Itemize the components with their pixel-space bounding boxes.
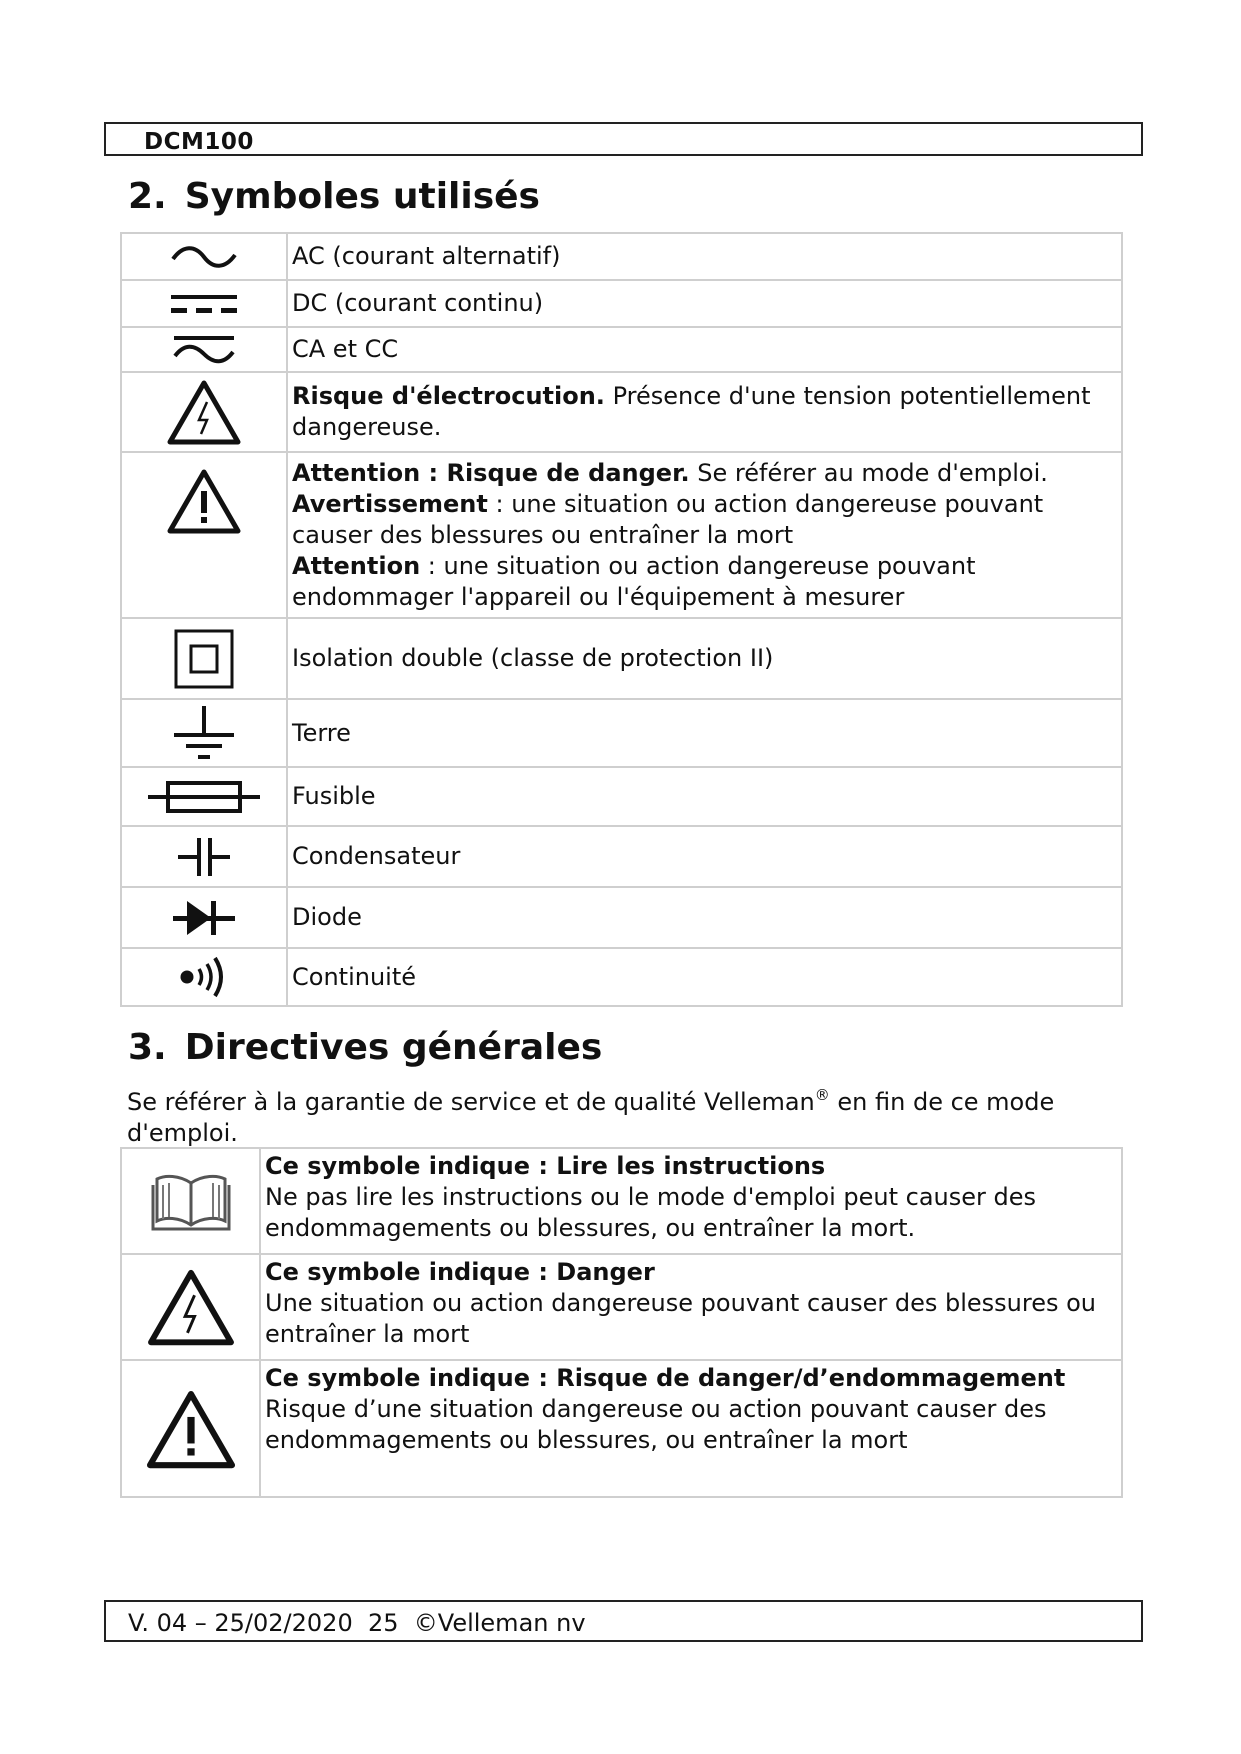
warning-line-1: [292, 458, 1115, 489]
section-3-heading: Directives générales: [184, 1027, 603, 1068]
description-cell: [287, 372, 1122, 452]
table-row: [121, 372, 1122, 452]
row-title: Ce symbole indique : Risque de danger/d’endommagement: [265, 1364, 1066, 1392]
table-row: [121, 280, 1122, 327]
row-title: Ce symbole indique : Lire les instructions: [265, 1152, 826, 1180]
ac-dc-icon: [171, 334, 237, 366]
bold-label: Avertissement: [292, 489, 488, 518]
section-2-heading: Symboles utilisés: [184, 176, 540, 217]
description-text: Se référer au mode d'emploi.: [689, 458, 1048, 487]
description-cell: Terre: [287, 699, 1122, 767]
section-3-title: [128, 1027, 602, 1068]
table-row: [121, 1360, 1122, 1497]
section-3-number: 3.: [128, 1027, 167, 1068]
table-row: [121, 826, 1122, 887]
description-cell: [260, 1360, 1122, 1497]
description-cell: AC (courant alternatif): [287, 233, 1122, 280]
footer-text: V. 04 – 25/02/2020 25 ©Velleman nv: [128, 1609, 586, 1637]
description-text: : une situation ou action dangereuse pouvant causer des blessures ou entraîner la mort: [292, 489, 1044, 549]
description-cell: Condensateur: [287, 826, 1122, 887]
double-insulation-icon: [173, 628, 235, 690]
table-row: [121, 767, 1122, 826]
description-cell: [260, 1148, 1122, 1254]
table-row: [121, 233, 1122, 280]
electrocution-warning-icon: [166, 378, 242, 446]
bold-label: Attention: [292, 551, 421, 580]
description-cell: Continuité: [287, 948, 1122, 1006]
symbol-cell: [121, 699, 287, 767]
symbol-cell: [121, 1360, 260, 1497]
symbol-cell: [121, 618, 287, 699]
intro-text: Se référer à la garantie de service et de qualité Velleman: [127, 1088, 815, 1116]
description-cell: [260, 1254, 1122, 1360]
continuity-icon: [178, 954, 230, 1000]
symbol-cell: [121, 327, 287, 372]
description-text: Présence d'une tension potentiellement dangereuse.: [292, 382, 1091, 441]
intro-text-end: en fin de ce mode d'emploi.: [127, 1088, 1055, 1147]
book-icon: [149, 1169, 233, 1233]
description-cell: DC (courant continu): [287, 280, 1122, 327]
registered-mark: ®: [814, 1086, 830, 1104]
table-row: [121, 1148, 1122, 1254]
table-row: [121, 327, 1122, 372]
page-footer: [104, 1600, 1143, 1642]
row-title: Ce symbole indique : Danger: [265, 1258, 655, 1286]
description-cell: Fusible: [287, 767, 1122, 826]
table-row: [121, 699, 1122, 767]
bold-label: Attention : Risque de danger.: [292, 458, 690, 487]
danger-warning-icon: [145, 1388, 237, 1470]
page-header: [104, 122, 1143, 156]
table-row: [121, 948, 1122, 1006]
warning-line-3: [292, 551, 1115, 613]
ground-icon: [172, 704, 236, 762]
dc-icon: [169, 293, 239, 315]
symbols-table: [120, 232, 1123, 1007]
symbol-cell: [121, 1254, 260, 1360]
row-text: Une situation ou action dangereuse pouvant causer des blessures ou entraîner la mort: [265, 1289, 1096, 1348]
row-text: Risque d’une situation dangereuse ou action pouvant causer des endommagements ou blessures, ou entraîner la mort: [265, 1395, 1047, 1454]
description-cell: [287, 452, 1122, 618]
symbol-cell: [121, 233, 287, 280]
diode-icon: [171, 898, 237, 938]
symbol-cell: [121, 280, 287, 327]
symbol-cell: [121, 826, 287, 887]
header-title: DCM100: [144, 129, 254, 155]
table-row: [121, 887, 1122, 948]
general-directives-table: [120, 1147, 1123, 1498]
table-row: [121, 452, 1122, 618]
symbol-cell: [121, 1148, 260, 1254]
symbol-cell: [121, 452, 287, 618]
description-cell: CA et CC: [287, 327, 1122, 372]
section-2-number: 2.: [128, 176, 167, 217]
table-row: [121, 1254, 1122, 1360]
symbol-cell: [121, 948, 287, 1006]
electrocution-warning-icon: [146, 1267, 236, 1347]
symbol-cell: [121, 372, 287, 452]
intro-paragraph: [127, 1080, 1127, 1149]
description-cell: Diode: [287, 887, 1122, 948]
fuse-icon: [146, 780, 262, 814]
symbol-cell: [121, 767, 287, 826]
section-2-title: [128, 176, 540, 217]
row-text: Ne pas lire les instructions ou le mode d'emploi peut causer des endommagements ou blessures, ou entraîner la mort.: [265, 1183, 1036, 1242]
description-cell: Isolation double (classe de protection II): [287, 618, 1122, 699]
warning-line-2: [292, 489, 1115, 551]
table-row: [121, 618, 1122, 699]
symbol-cell: [121, 887, 287, 948]
danger-warning-icon: [166, 467, 242, 535]
ac-icon: [169, 245, 239, 269]
capacitor-icon: [176, 836, 232, 878]
description-text: : une situation ou action dangereuse pouvant endommager l'appareil ou l'équipement à mesurer: [292, 551, 976, 611]
bold-label: Risque d'électrocution.: [292, 382, 605, 410]
